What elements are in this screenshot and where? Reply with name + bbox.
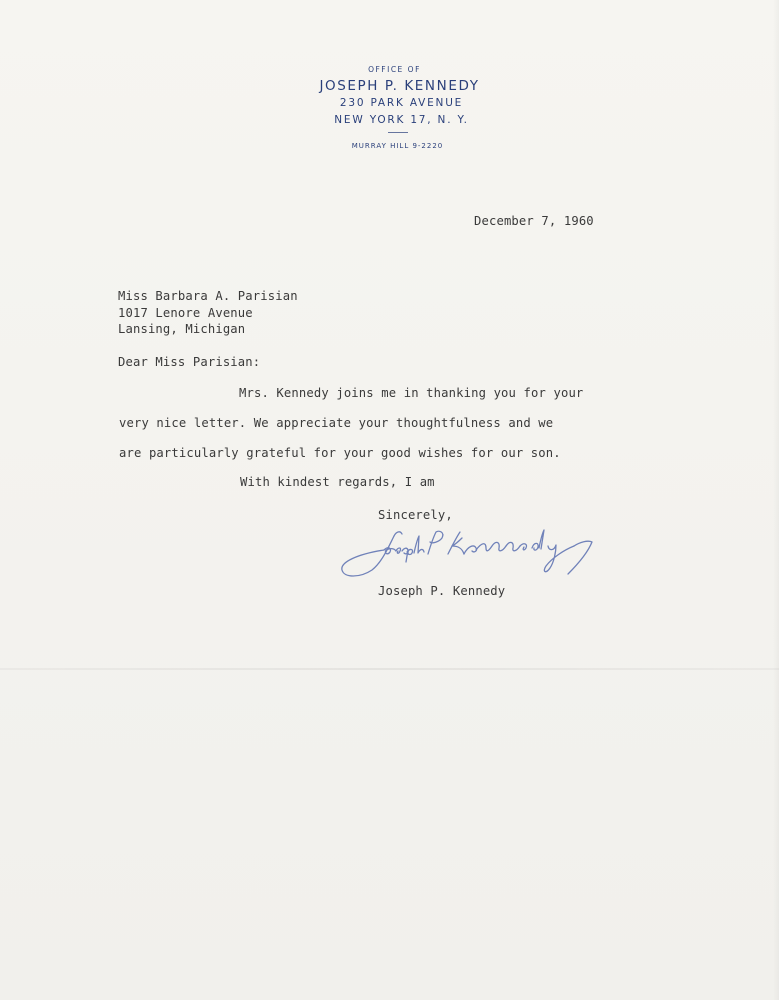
- letterhead-phone: MURRAY HILL 9-2220: [351, 142, 444, 150]
- salutation: Dear Miss Parisian:: [118, 355, 261, 369]
- paper-fold-line: [0, 668, 779, 670]
- letterhead-name: JOSEPH P. KENNEDY: [319, 78, 480, 94]
- recipient-city: Lansing, Michigan: [118, 322, 246, 336]
- recipient-street: 1017 Lenore Avenue: [118, 306, 253, 320]
- body-line: are particularly grateful for your good wishes for our son.: [119, 446, 561, 460]
- signature-image: [336, 518, 606, 588]
- typed-signer-name: Joseph P. Kennedy: [378, 584, 506, 598]
- valediction: Sincerely,: [378, 508, 453, 522]
- letter-date: December 7, 1960: [474, 214, 594, 228]
- letterhead-street: 230 PARK AVENUE: [339, 97, 464, 109]
- recipient-name: Miss Barbara A. Parisian: [118, 289, 298, 303]
- letterhead-divider: [388, 132, 408, 133]
- letterhead-city: NEW YORK 17, N. Y.: [334, 114, 469, 126]
- body-line: Mrs. Kennedy joins me in thanking you for your: [239, 386, 584, 400]
- letterhead-office-of: OFFICE OF: [368, 65, 421, 74]
- body-line: very nice letter. We appreciate your thoughtfulness and we: [119, 416, 554, 430]
- closing-line: With kindest regards, I am: [240, 475, 435, 489]
- paper-edge-shadow: [773, 0, 779, 1000]
